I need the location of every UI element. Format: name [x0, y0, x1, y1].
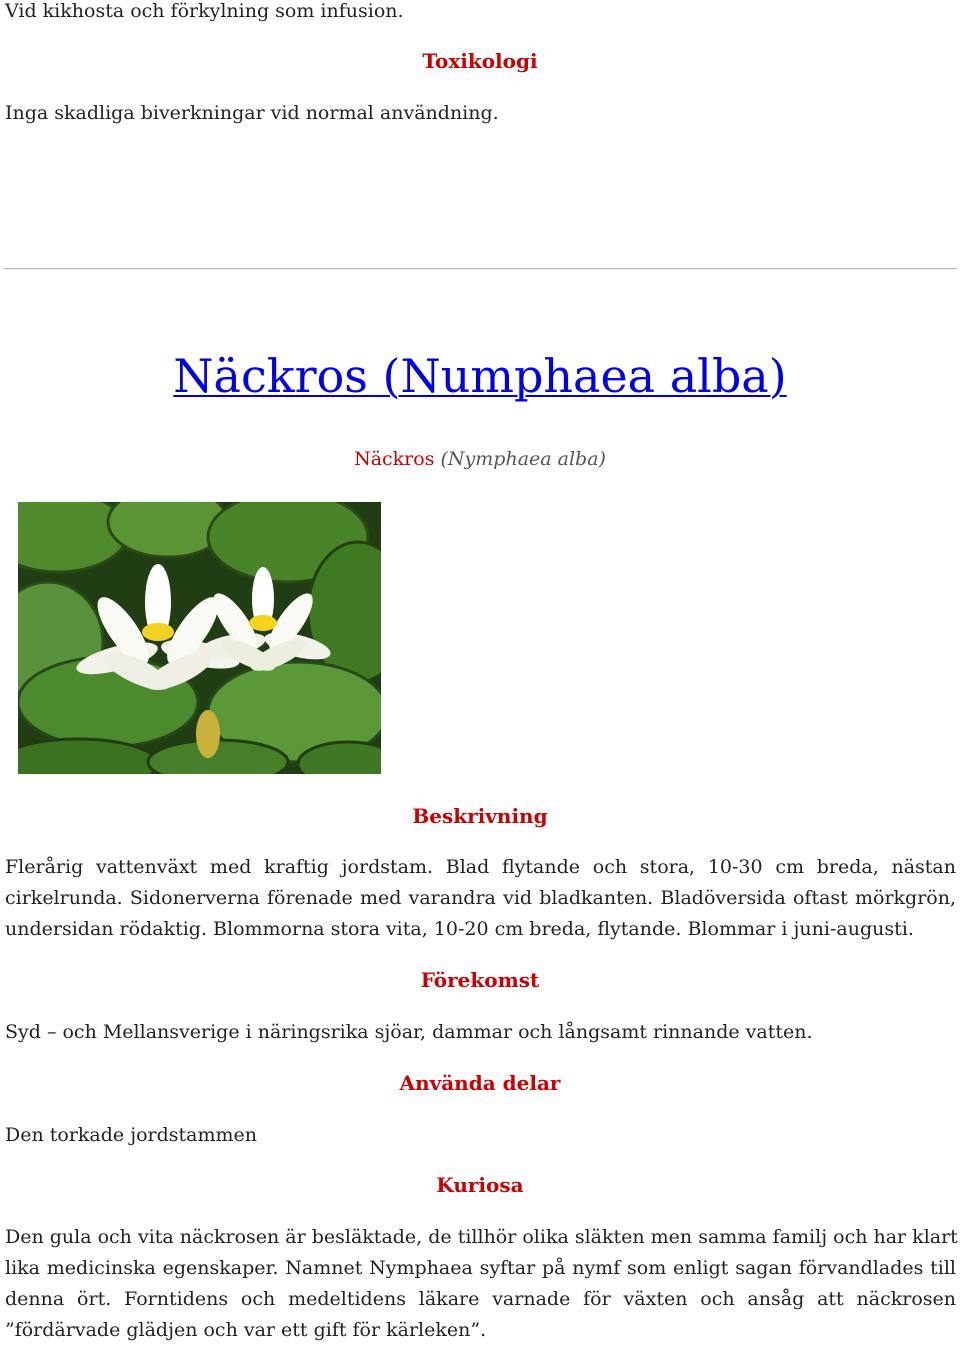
beskrivning-text	[5, 852, 956, 945]
subtitle-common-name: Näckros	[354, 448, 435, 470]
beskrivning-line: cirkelrunda. Sidonerverna förenade med varandra vid bladkanten. Bladöversida oftast mörkgrön,	[5, 887, 956, 909]
beskrivning-line: undersidan rödaktig. Blommorna stora vita, 10-20 cm breda, flytande. Blommar i juni-augusti.	[5, 918, 914, 940]
kuriosa-line: ”fördärvade glädjen och var ett gift för kärleken”.	[5, 1319, 487, 1341]
kuriosa-line: lika medicinska egenskaper. Namnet Nymphaea syftar på nymf som enligt sagan förvandlades till	[5, 1257, 956, 1279]
heading-toxikologi: Toxikologi	[422, 49, 538, 73]
subtitle-latin-name: (Nymphaea alba)	[440, 448, 606, 470]
beskrivning-line: Flerårig vattenväxt med kraftig jordstam. Blad flytande och stora, 10-30 cm breda, nästan	[5, 856, 956, 878]
article-title-link[interactable]: Näckros (Numphaea alba)	[173, 349, 787, 403]
kuriosa-line: Den gula och vita näckrosen är besläktade, de tillhör olika släkten men samma familj och har klart	[5, 1226, 958, 1248]
heading-forekomst: Förekomst	[420, 968, 540, 992]
kuriosa-line: denna ört. Forntidens och medeltidens läkare varnade för växten och ansåg att näckrosen	[5, 1288, 956, 1310]
anvanda-delar-text: Den torkade jordstammen	[5, 1124, 258, 1146]
article-subtitle	[0, 447, 960, 471]
heading-anvanda-delar: Använda delar	[399, 1071, 561, 1095]
toxikologi-text: Inga skadliga biverkningar vid normal användning.	[5, 102, 499, 124]
water-lily-illustration	[18, 502, 381, 774]
heading-beskrivning: Beskrivning	[412, 804, 548, 828]
intro-text: Vid kikhosta och förkylning som infusion.	[5, 0, 404, 22]
article-title	[0, 348, 960, 404]
horizontal-divider	[4, 268, 957, 269]
heading-kuriosa: Kuriosa	[436, 1173, 524, 1197]
kuriosa-text	[5, 1222, 956, 1346]
forekomst-text: Syd – och Mellansverige i näringsrika sjöar, dammar och långsamt rinnande vatten.	[5, 1021, 813, 1043]
water-lily-photo	[18, 502, 381, 774]
